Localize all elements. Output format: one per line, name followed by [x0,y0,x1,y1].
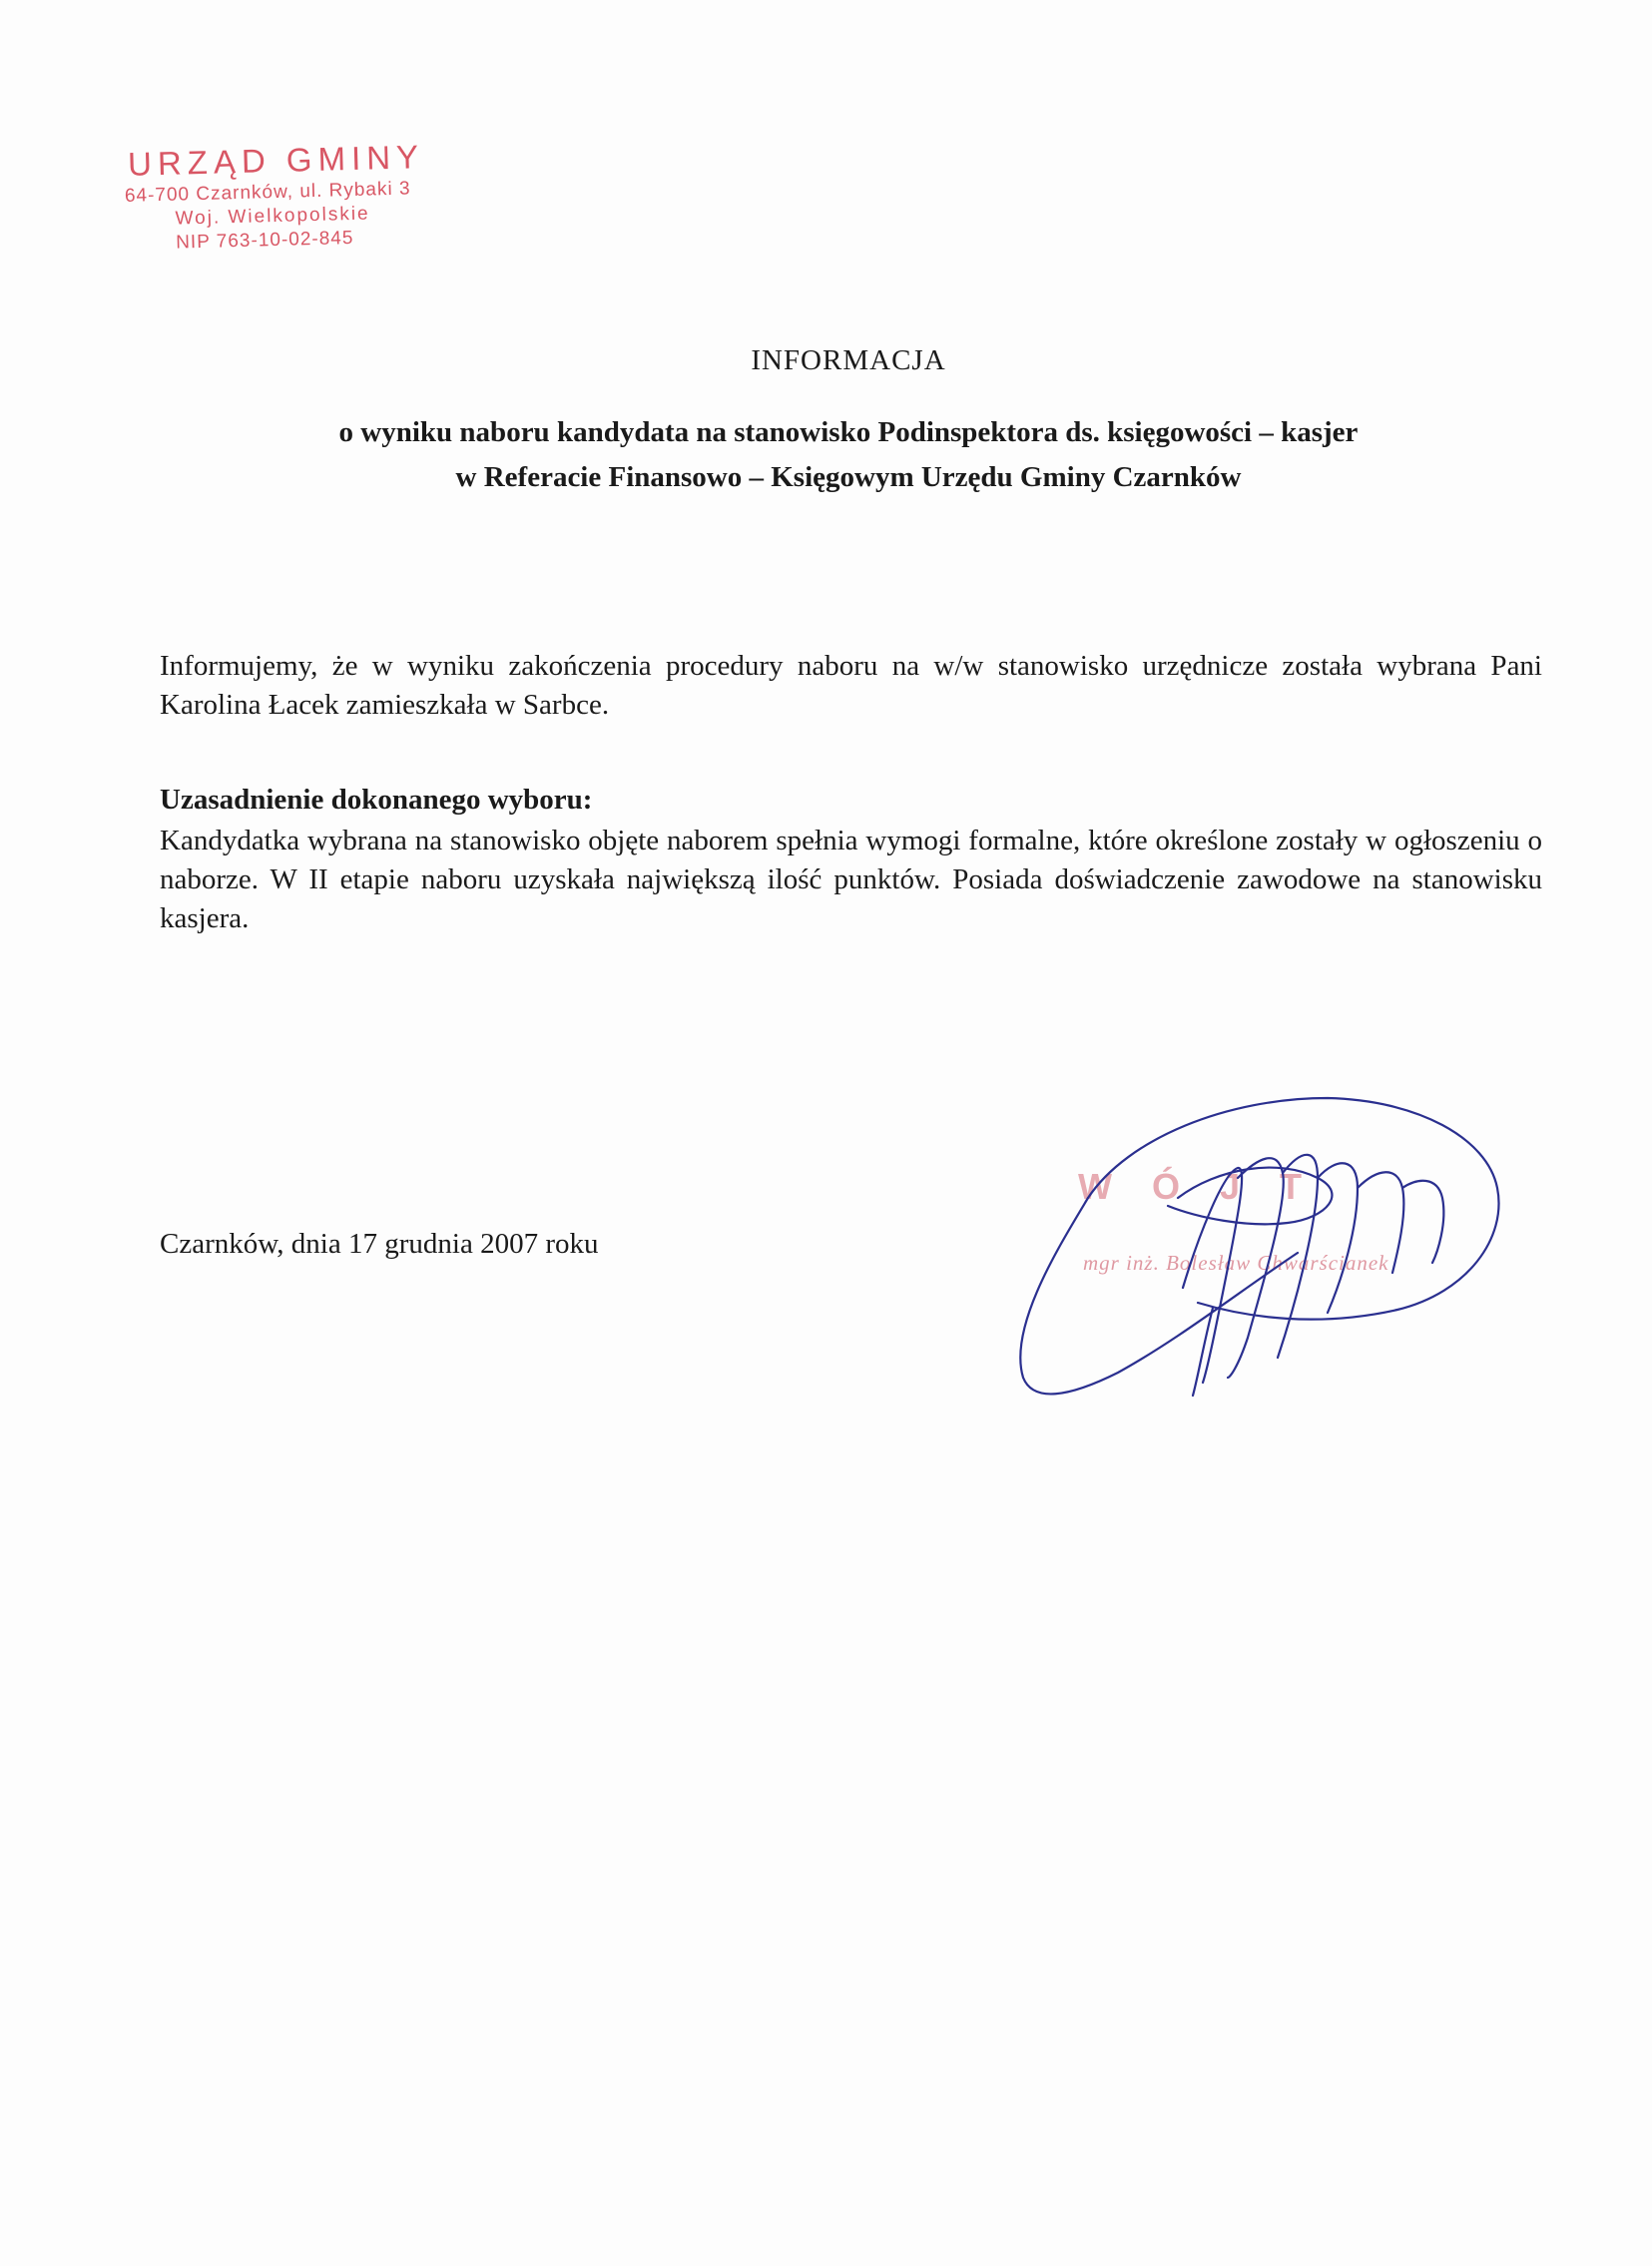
date-place-line: Czarnków, dnia 17 grudnia 2007 roku [160,1228,599,1260]
document-subtitle-line1: o wyniku naboru kandydata na stanowisko Podinspektora ds. księgowości – kasjer [338,416,1359,448]
handwritten-signature [998,1078,1517,1408]
stamp-title: URZĄD GMINY [127,138,425,183]
announcement-paragraph: Informujemy, że w wyniku zakończenia procedury naboru na w/w stanowisko urzędnicze została wybrana Pani Karolina Łacek zamieszkała w Sarbce. [160,650,1542,721]
document-subtitle-line2: w Referacie Finansowo – Księgowym Urzędu Gminy Czarnków [455,461,1242,493]
justification-paragraph: Kandydatka wybrana na stanowisko objęte naborem spełnia wymogi formalne, które określone zostały w ogłoszeniu o naborze. W II etapie naboru uzyskała największą ilość punktów. Posiada doświadczenie zawodowe na stanowisku kasjera. [160,825,1542,934]
signature-stamp-name: mgr inż. Bolesław Chwarścianek [1083,1251,1389,1275]
justification-heading: Uzasadnienie dokonanego wyboru: [160,784,593,816]
document-title: INFORMACJA [751,344,946,376]
stamp-nip: NIP 763-10-02-845 [175,227,354,254]
stamp-region: Woj. Wielkopolskie [175,203,370,230]
signature-stamp-title: WÓJT [1078,1166,1342,1207]
office-stamp [124,135,506,257]
stamp-address: 64-700 Czarnków, ul. Rybaki 3 [124,178,411,207]
